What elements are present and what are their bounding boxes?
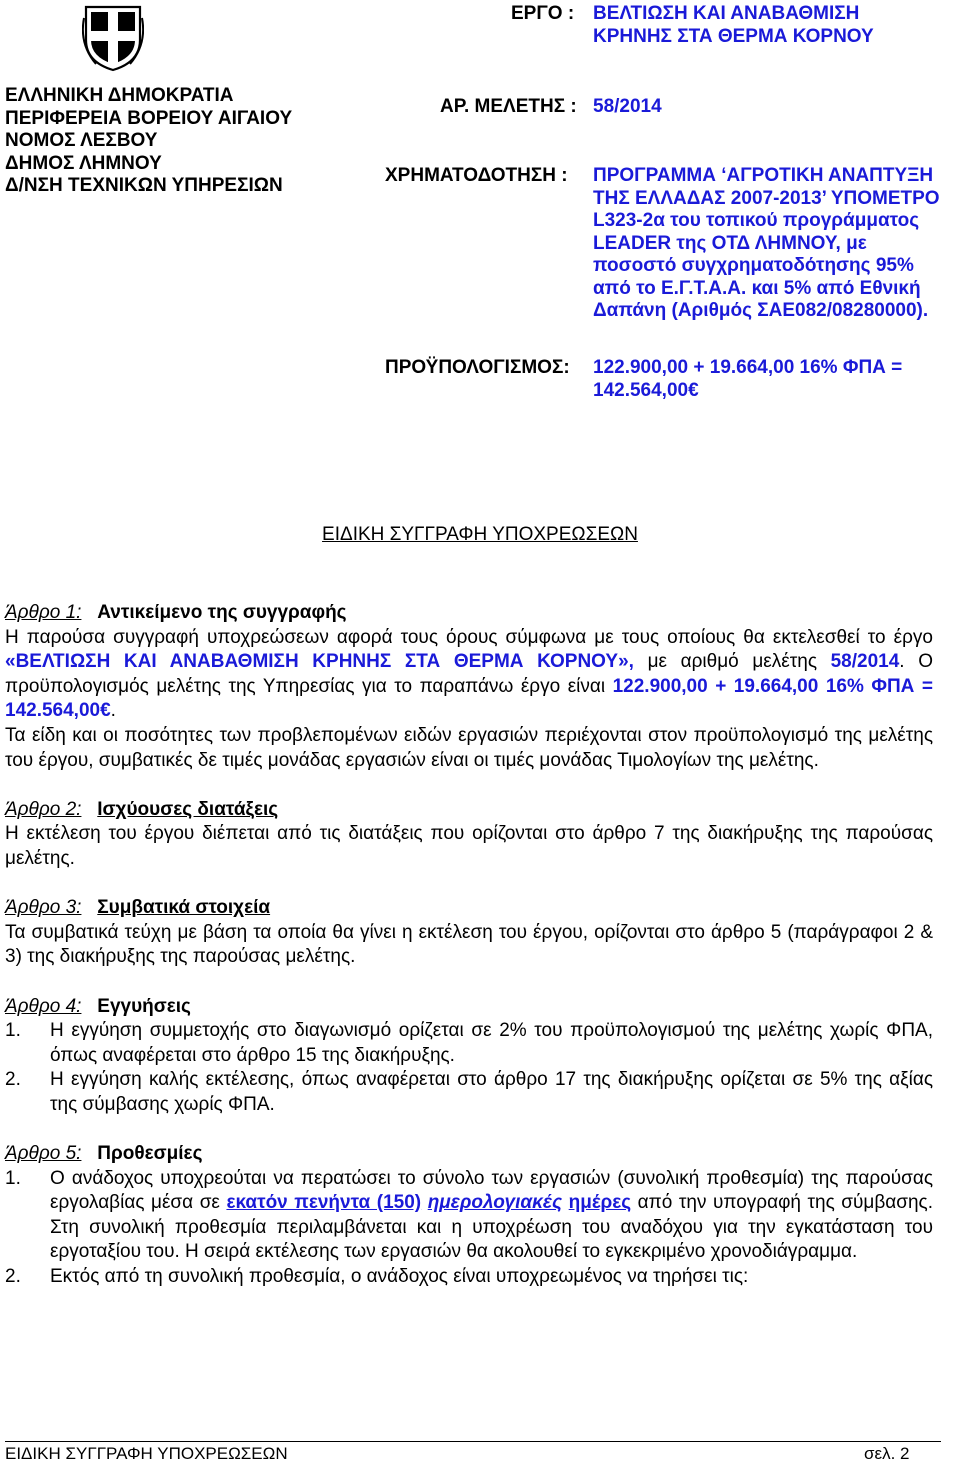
article-title: Συμβατικά στοιχεία — [97, 897, 271, 919]
text-run: . — [110, 700, 116, 722]
text-run: Η παρούσα συγγραφή υποχρεώσεων αφορά τους όρους σύμφωνα με τους οποίους θα εκτελεσθεί το έργο — [5, 626, 933, 648]
list-item — [5, 1019, 933, 1068]
budget-amount: 122.900,00 + 19.664,00 16% ΦΠΑ = 142.564,00€ — [5, 675, 933, 722]
article-label: Άρθρο 5: — [5, 1143, 82, 1165]
article-2-heading — [5, 798, 933, 823]
footer-divider — [5, 1441, 941, 1442]
funding-line: ΠΡΟΓΡΑΜΜΑ ‘ΑΓΡΟΤΙΚΗ ΑΝΑΠΤΥΞΗ — [593, 165, 934, 186]
article-2-paragraph: Η εκτέλεση του έργου διέπεται από τις διατάξεις που ορίζονται στο άρθρο 7 της διακήρυξης της παρούσας μελέτης. — [5, 823, 933, 869]
authority-line: ΠΕΡΙΦΕΡΕΙΑ ΒΟΡΕΙΟΥ ΑΙΓΑΙΟΥ — [5, 107, 293, 129]
text-run: από την υπογραφή της σύμβασης. Στη συνολική προθεσμία περιλαμβάνεται και η υποχρέωση του αναδόχου για την εγκατάσταση του εργοταξίου του. Η σειρά εκτέλεσης των εργασιών θα ακολουθεί το εγκεκριμένο χρονοδιάγραμμα. — [50, 1192, 933, 1263]
budget-value — [593, 357, 955, 402]
study-number-label: ΑΡ. ΜΕΛΕΤΗΣ : — [440, 96, 577, 117]
funding-line: ΤΗΣ ΕΛΛΑΔΑΣ 2007-2013’ ΥΠΟΜΕΤΡΟ — [593, 187, 940, 209]
list-number: 1. — [5, 1020, 21, 1042]
deadline-type: ημερολογιακές — [427, 1192, 563, 1214]
project-value — [593, 3, 955, 48]
article-title: Προθεσμίες — [97, 1143, 203, 1165]
article-label: Άρθρο 4: — [5, 995, 82, 1017]
text-run: . Ο προϋπολογισμός μελέτης της Υπηρεσίας για το παραπάνω έργο είναι — [5, 651, 933, 697]
footer-title: ΕΙΔΙΚΗ ΣΥΓΓΡΑΦΗ ΥΠΟΧΡΕΩΣΕΩΝ — [5, 1444, 288, 1463]
project-label: ΕΡΓΟ : — [511, 3, 575, 24]
project-line: ΚΡΗΝΗΣ ΣΤΑ ΘΕΡΜΑ ΚΟΡΝΟΥ — [593, 25, 874, 47]
article-title: Ισχύουσες διατάξεις — [97, 798, 279, 820]
funding-label: ΧΡΗΜΑΤΟΔΟΤΗΣΗ : — [385, 165, 568, 186]
budget-line: 122.900,00 + 19.664,00 16% ΦΠΑ = — [593, 357, 903, 378]
article-4-heading — [5, 995, 933, 1020]
list-text: Η εγγύηση συμμετοχής στο διαγωνισμό ορίζεται σε 2% του προϋπολογισμού της μελέτης χωρίς ΦΠΑ, όπως αναφέρεται στο άρθρο 15 της διακήρυξης. — [50, 1020, 933, 1066]
issuing-authority — [5, 85, 292, 198]
funding-line: L323-2α του τοπικού προγράμματος — [593, 210, 920, 231]
funding-line: ποσοστό συγχρηματοδότησης 95% — [593, 255, 914, 276]
article-label: Άρθρο 2: — [5, 798, 82, 820]
budget-label: ΠΡΟΫΠΟΛΟΓΙΣΜΟΣ: — [385, 357, 570, 378]
funding-line: LEADER της ΟΤΔ ΛΗΜΝΟΥ, με — [593, 232, 867, 254]
project-name: «ΒΕΛΤΙΩΣΗ ΚΑΙ ΑΝΑΒΑΘΜΙΣΗ ΚΡΗΝΗΣ ΣΤΑ ΘΕΡΜΑ ΚΟΡΝΟΥ», — [5, 651, 634, 673]
deadline-days: εκατόν πενήντα (150) — [226, 1192, 422, 1214]
funding-line: από το Ε.Γ.Τ.Α.Α. και 5% από Εθνική — [593, 277, 921, 299]
budget-line: 142.564,00€ — [593, 379, 699, 401]
article-label: Άρθρο 3: — [5, 897, 82, 919]
study-number-value: 58/2014 — [593, 96, 662, 117]
list-number: 2. — [5, 1266, 21, 1288]
article-3-heading — [5, 896, 933, 921]
funding-value — [593, 165, 955, 323]
list-text — [50, 1167, 933, 1265]
list-text: Εκτός από τη συνολική προθεσμία, ο ανάδοχος είναι υποχρεωμένος να τηρήσει τις: — [50, 1266, 749, 1288]
list-number: 1. — [5, 1167, 21, 1189]
list-item — [5, 1265, 933, 1290]
text-run: με αριθμό μελέτης — [633, 651, 831, 673]
authority-line: ΔΗΜΟΣ ΛΗΜΝΟΥ — [5, 152, 162, 174]
article-5-heading — [5, 1142, 933, 1167]
study-number: 58/2014 — [830, 651, 900, 673]
list-item — [5, 1068, 933, 1117]
document-title: ΕΙΔΙΚΗ ΣΥΓΓΡΑΦΗ ΥΠΟΧΡΕΩΣΕΩΝ — [322, 524, 638, 545]
authority-line: Δ/ΝΣΗ ΤΕΧΝΙΚΩΝ ΥΠΗΡΕΣΙΩΝ — [5, 175, 283, 196]
authority-line: ΕΛΛΗΝΙΚΗ ΔΗΜΟΚΡΑΤΙΑ — [5, 85, 234, 106]
page-number: σελ. 2 — [864, 1444, 910, 1463]
article-title: Εγγυήσεις — [97, 995, 191, 1017]
project-line: ΒΕΛΤΙΩΣΗ ΚΑΙ ΑΝΑΒΑΘΜΙΣΗ — [593, 3, 860, 24]
article-1-heading — [5, 601, 933, 626]
deadline-unit: ημέρες — [568, 1192, 632, 1214]
list-text: Η εγγύηση καλής εκτέλεσης, όπως αναφέρεται στο άρθρο 17 της διακήρυξης ορίζεται σε 5% της αξίας της σύμβασης χωρίς ΦΠΑ. — [50, 1069, 933, 1115]
article-label: Άρθρο 1: — [5, 602, 82, 623]
article-1-paragraph — [5, 626, 933, 724]
text-run: Ο ανάδοχος υποχρεούται να περατώσει το σύνολο των εργασιών (συνολική προθεσμία) της παρούσας εργολαβίας μέσα σε — [50, 1167, 933, 1214]
authority-line: ΝΟΜΟΣ ΛΕΣΒΟΥ — [5, 130, 158, 151]
list-number: 2. — [5, 1069, 21, 1091]
greek-coat-of-arms-icon — [82, 4, 144, 72]
article-1-paragraph-2: Τα είδη και οι ποσότητες των προβλεπομένων ειδών εργασιών περιέχονται στον προϋπολογισμό της μελέτης του έργου, συμβατικές δε τιμές μονάδας εργασιών είναι οι τιμές μονάδας Τιμολογίων της μελέτης. — [5, 724, 933, 771]
list-item — [5, 1167, 933, 1265]
article-title: Αντικείμενο της συγγραφής — [97, 602, 347, 623]
document-body — [5, 601, 933, 1290]
funding-line: Δαπάνη (Αριθμός ΣΑΕ082/08280000). — [593, 300, 929, 321]
article-3-paragraph: Τα συμβατικά τεύχη με βάση τα οποία θα γίνει η εκτέλεση του έργου, ορίζονται στο άρθρο 5 (παράγραφοι 2 & 3) της διακήρυξης της παρούσας μελέτης. — [5, 921, 933, 968]
